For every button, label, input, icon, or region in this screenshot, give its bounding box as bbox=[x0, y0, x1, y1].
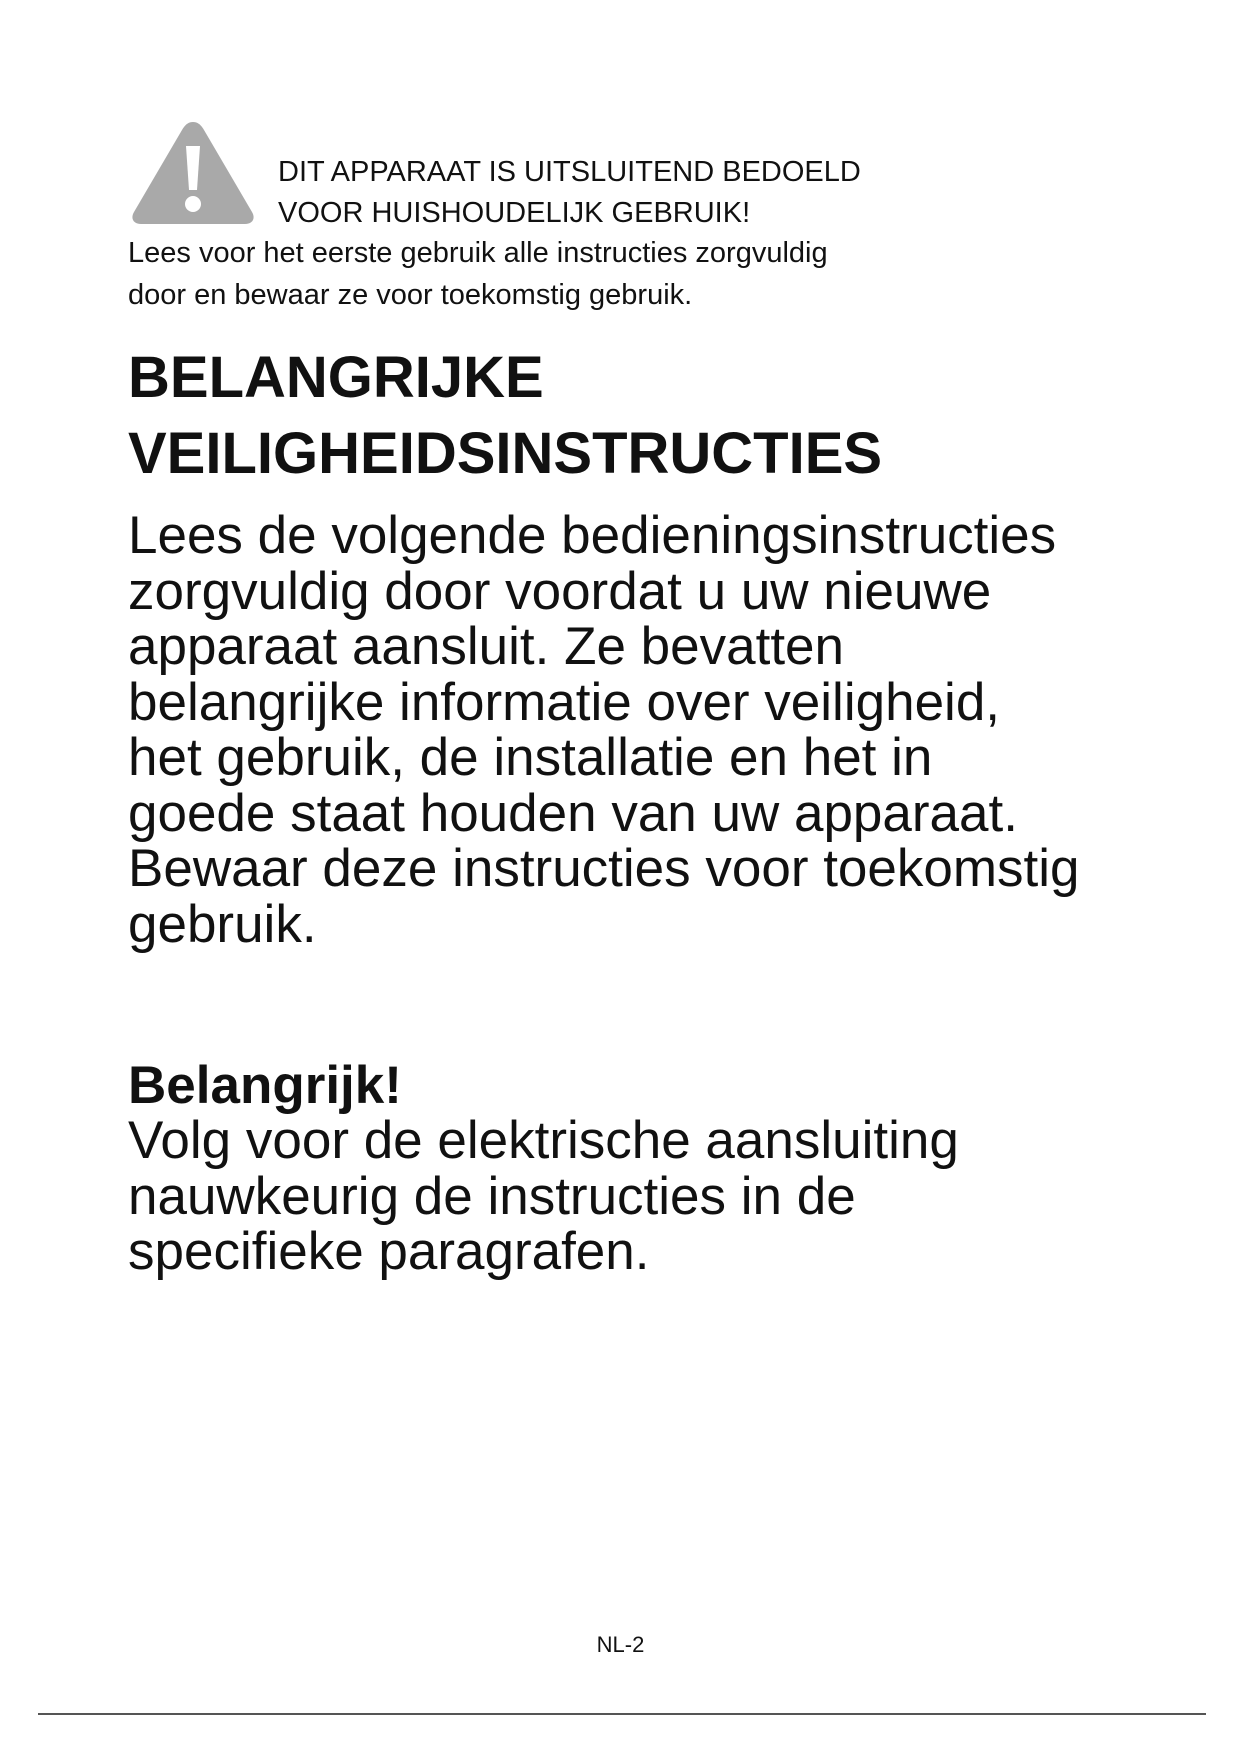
important-heading: Belangrijk! bbox=[128, 1056, 402, 1115]
intro-text-line-1: Lees voor het eerste gebruik alle instructies zorgvuldig bbox=[128, 237, 828, 269]
intro-text-line-2: door en bewaar ze voor toekomstig gebruik. bbox=[128, 279, 693, 311]
safety-instructions-paragraph: Lees de volgende bedieningsinstructies zorgvuldig door voordat u uw nieuwe apparaat aansluit. Ze bevatten belangrijke informatie over veiligheid, het gebruik, de installatie en het in goede staat houden van uw apparaat. Bewaar deze instructies voor toekomstig gebruik. bbox=[128, 506, 1080, 954]
footer-divider bbox=[38, 1713, 1206, 1715]
warning-text-line-1: DIT APPARAAT IS UITSLUITEND BEDOELD bbox=[278, 156, 861, 188]
page-number: NL-2 bbox=[596, 1632, 645, 1657]
warning-triangle-icon bbox=[128, 116, 258, 228]
important-paragraph: Volg voor de elektrische aansluiting nauwkeurig de instructies in de specifieke paragrafen. bbox=[128, 1111, 959, 1281]
section-title: BELANGRIJKE VEILIGHEIDSINSTRUCTIES bbox=[128, 345, 883, 486]
warning-text-line-2: VOOR HUISHOUDELIJK GEBRUIK! bbox=[278, 197, 751, 229]
